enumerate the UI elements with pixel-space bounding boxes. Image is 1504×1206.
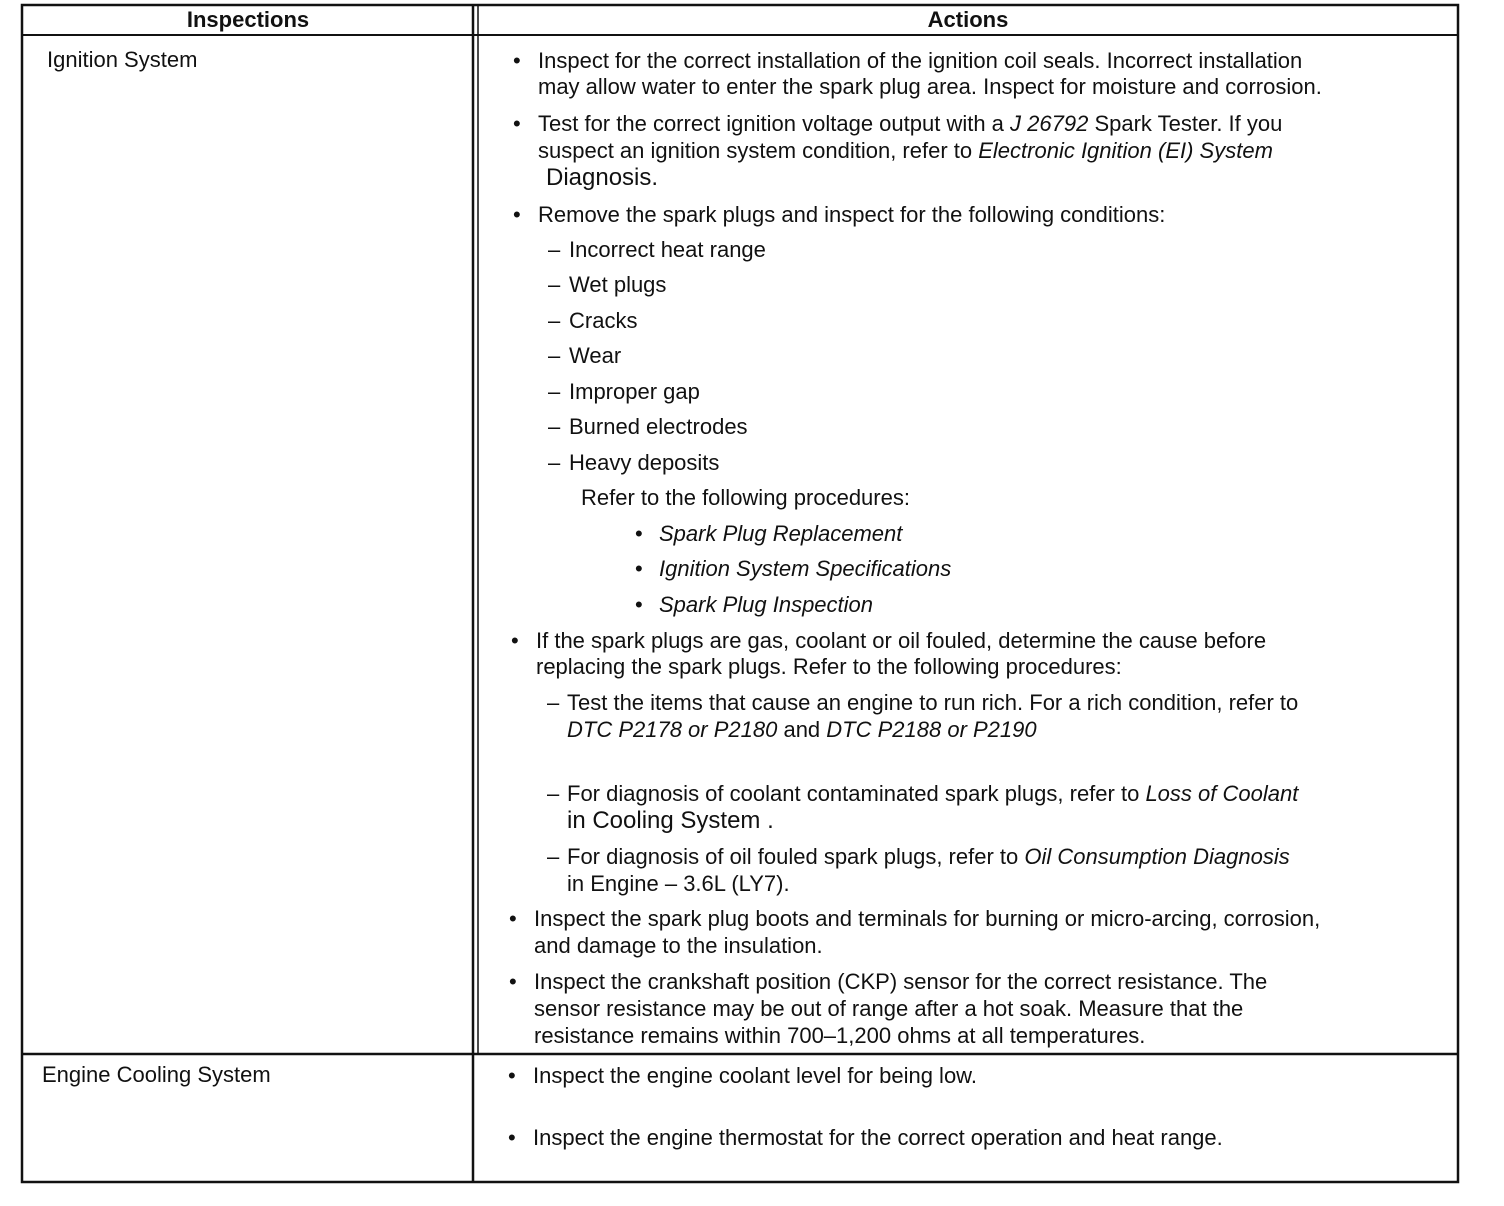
condition-item: Heavy deposits: [569, 450, 720, 475]
action-text: If the spark plugs are gas, coolant or oil fouled, determine the cause before: [536, 628, 1267, 653]
sub-action-text: in Engine – 3.6L (LY7).: [567, 871, 790, 896]
procedure-reference: Ignition System Specifications: [659, 556, 952, 581]
dash-icon: –: [547, 690, 560, 715]
action-text: may allow water to enter the spark plug area. Inspect for moisture and corrosion.: [538, 74, 1322, 99]
dash-icon: –: [548, 414, 561, 439]
bullet-icon: •: [508, 1063, 516, 1088]
bullet-icon: •: [513, 202, 521, 227]
dash-icon: –: [548, 272, 561, 297]
action-text: Remove the spark plugs and inspect for the following conditions:: [538, 202, 1166, 227]
action-text: and damage to the insulation.: [534, 933, 823, 958]
header-actions: Actions: [927, 7, 1009, 32]
bullet-icon: •: [635, 592, 643, 617]
bullet-icon: •: [508, 1125, 516, 1150]
bullet-icon: •: [513, 111, 521, 136]
dash-icon: –: [548, 237, 561, 262]
header-inspections: Inspections: [186, 7, 310, 32]
text-run: For diagnosis of coolant contaminated spark plugs, refer to: [567, 781, 1146, 806]
bullet-icon: •: [511, 628, 519, 653]
condition-item: Burned electrodes: [569, 414, 748, 439]
bullet-icon: •: [513, 48, 521, 73]
text-run: and: [777, 717, 827, 742]
dtc-reference: DTC P2188 or P2190: [826, 717, 1037, 742]
condition-item: Incorrect heat range: [569, 237, 766, 262]
action-text: Inspect the crankshaft position (CKP) sensor for the correct resistance. The: [534, 969, 1268, 994]
inspection-engine-cooling-system: Engine Cooling System: [42, 1062, 271, 1087]
dash-icon: –: [547, 844, 560, 869]
action-text: replacing the spark plugs. Refer to the following procedures:: [536, 654, 1122, 679]
condition-item: Improper gap: [569, 379, 700, 404]
action-text: sensor resistance may be out of range after a hot soak. Measure that the: [534, 996, 1244, 1021]
refer-text: Refer to the following procedures:: [581, 485, 910, 510]
dtc-reference: DTC P2178 or P2180: [567, 717, 778, 742]
dash-icon: –: [548, 343, 561, 368]
sub-action-text: [567, 843, 1290, 870]
dash-icon: –: [548, 308, 561, 333]
sub-action-text: Test the items that cause an engine to run rich. For a rich condition, refer to: [567, 690, 1299, 715]
procedure-reference: Electronic Ignition (EI) System: [978, 138, 1273, 163]
text-run: For diagnosis of oil fouled spark plugs, refer to: [567, 844, 1025, 869]
text-run: Test for the correct ignition voltage output with a: [538, 111, 1011, 136]
action-text: Inspect for the correct installation of the ignition coil seals. Incorrect installation: [538, 48, 1303, 73]
action-text: resistance remains within 700–1,200 ohms at all temperatures.: [534, 1023, 1146, 1048]
sub-action-text: [567, 780, 1298, 807]
text-run: Spark Tester. If you: [1088, 111, 1283, 136]
procedure-reference: Spark Plug Replacement: [659, 521, 903, 546]
action-text: Diagnosis.: [546, 164, 659, 191]
tool-reference: J 26792: [1010, 111, 1089, 136]
action-text: [538, 137, 1273, 164]
bullet-icon: •: [635, 521, 643, 546]
text-run: suspect an ignition system condition, refer to: [538, 138, 979, 163]
procedure-reference: Loss of Coolant: [1145, 781, 1299, 806]
procedure-reference: Spark Plug Inspection: [659, 592, 874, 617]
condition-item: Wet plugs: [569, 272, 667, 297]
bullet-icon: •: [509, 906, 517, 931]
action-text: Inspect the spark plug boots and terminals for burning or micro-arcing, corrosion,: [534, 906, 1321, 931]
condition-item: Cracks: [569, 308, 638, 333]
bullet-icon: •: [509, 969, 517, 994]
procedure-reference: Oil Consumption Diagnosis: [1024, 844, 1290, 869]
inspection-ignition-system: Ignition System: [47, 47, 198, 72]
action-text: Inspect the engine coolant level for being low.: [533, 1063, 977, 1088]
sub-action-text: [567, 716, 1037, 743]
dash-icon: –: [547, 781, 560, 806]
action-text: [538, 110, 1282, 137]
sub-action-text: in Cooling System .: [567, 807, 774, 834]
action-text: Inspect the engine thermostat for the correct operation and heat range.: [533, 1125, 1223, 1150]
bullet-icon: •: [635, 556, 643, 581]
dash-icon: –: [548, 450, 561, 475]
dash-icon: –: [548, 379, 561, 404]
condition-item: Wear: [569, 343, 622, 368]
